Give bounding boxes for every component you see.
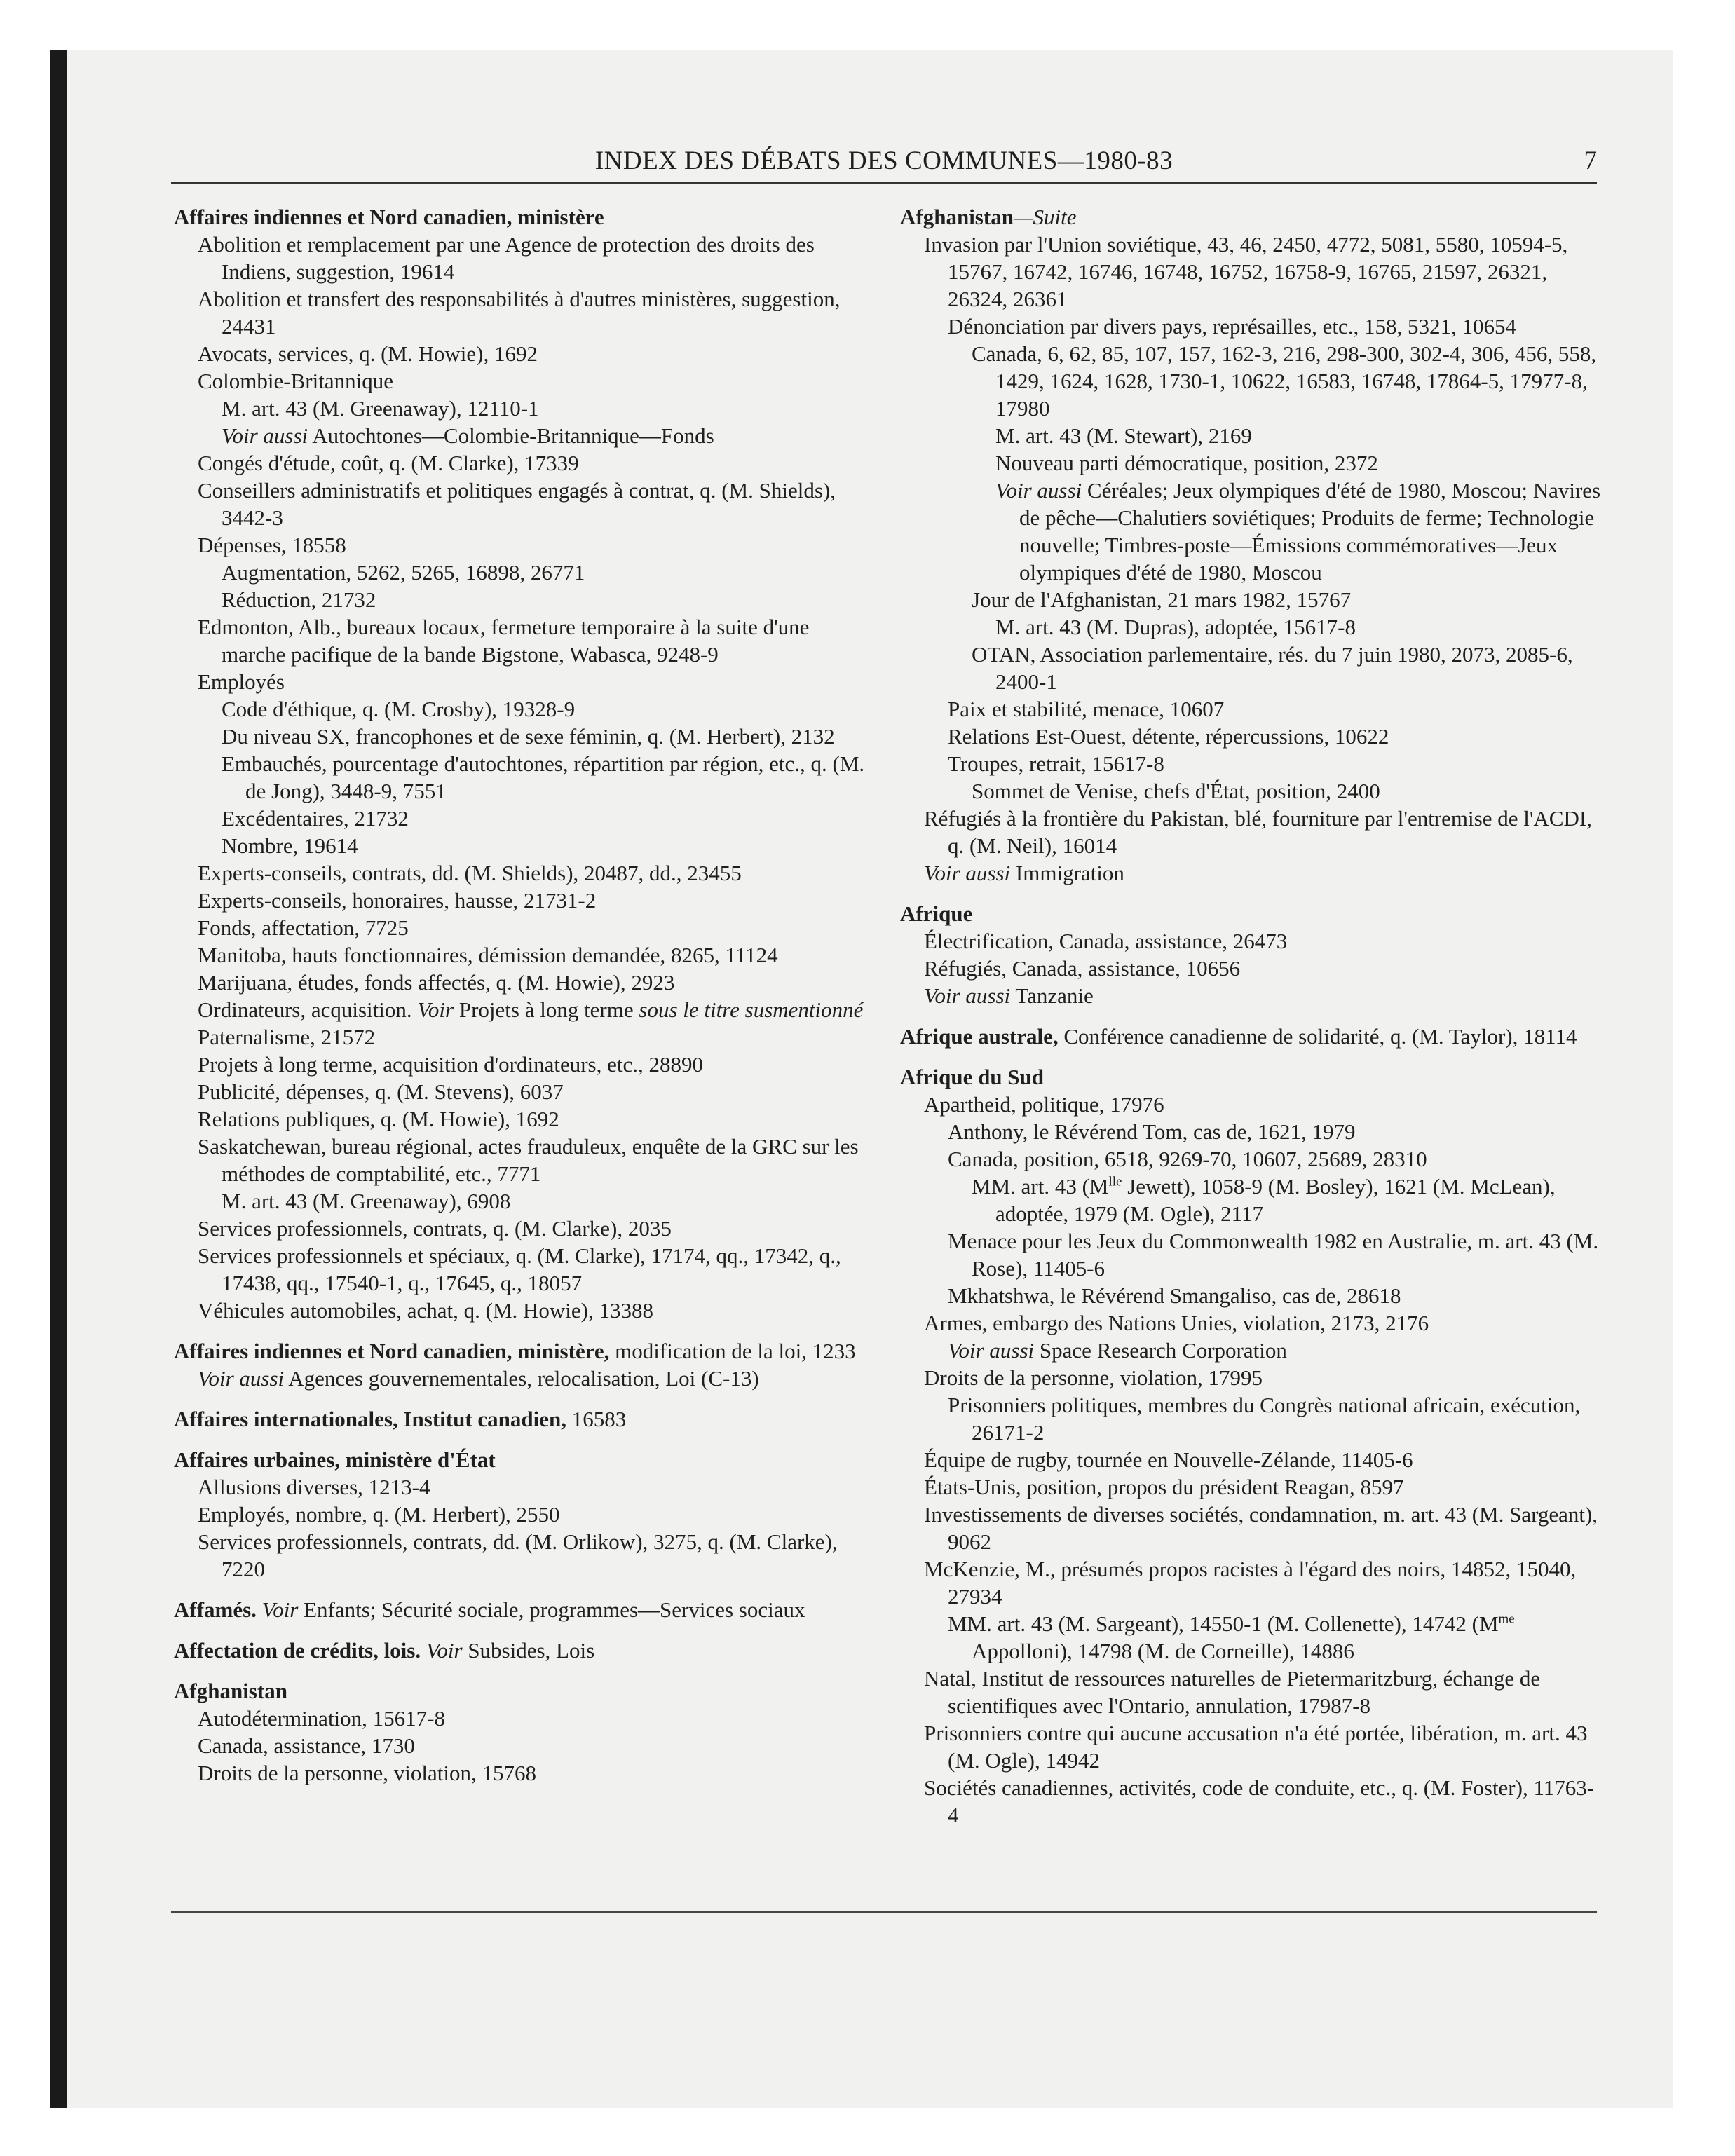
entry-text: M. art. 43 (M. Greenaway), 6908 — [222, 1189, 511, 1213]
entry-text: Canada, 6, 62, 85, 107, 157, 162-3, 216, 298-300, 302-4, 306, 456, 558, 1429, 1624, 1628, 1730-1, 10622, 16583, 16748, 17864-5, 17977-8, 17980 — [972, 341, 1597, 421]
entry-text: Dépenses, 18558 — [198, 533, 346, 557]
entry-text: Réfugiés à la frontière du Pakistan, blé, fourniture par l'entremise de l'ACDI, q. (M. Neil), 16014 — [924, 806, 1592, 858]
entry-text: Natal, Institut de ressources naturelles de Pietermaritzburg, échange de scientifiques avec l'Ontario, annulation, 17987-8 — [924, 1666, 1541, 1718]
entry-text: Projets à long terme, acquisition d'ordinateurs, etc., 28890 — [198, 1052, 704, 1077]
cross-reference: —Suite — [1013, 205, 1077, 229]
index-entry — [174, 477, 875, 531]
entry-text: Troupes, retrait, 15617-8 — [948, 751, 1164, 776]
index-entry — [900, 1501, 1601, 1555]
entry-text: Du niveau SX, francophones et de sexe féminin, q. (M. Herbert), 2132 — [222, 724, 835, 749]
entry-text: Paix et stabilité, menace, 10607 — [948, 697, 1225, 721]
index-entry — [900, 1364, 1601, 1391]
index-entry — [900, 449, 1601, 477]
entry-text: Code d'éthique, q. (M. Crosby), 19328-9 — [222, 697, 576, 721]
entry-text: Ordinateurs, acquisition. — [198, 997, 418, 1022]
entry-text: Électrification, Canada, assistance, 26473 — [924, 929, 1288, 953]
index-entry — [174, 231, 875, 285]
entry-text: Employés, nombre, q. (M. Herbert), 2550 — [198, 1502, 560, 1527]
entry-text: Services professionnels, contrats, q. (M. Clarke), 2035 — [198, 1216, 672, 1241]
index-entry — [900, 723, 1601, 750]
index-entry — [174, 613, 875, 668]
entry-text: Avocats, services, q. (M. Howie), 1692 — [198, 341, 538, 366]
index-entry — [900, 1446, 1601, 1473]
cross-reference: Voir aussi — [924, 983, 1011, 1008]
index-entry — [174, 1023, 875, 1051]
entry-text: Droits de la personne, violation, 15768 — [198, 1761, 536, 1785]
index-entry — [174, 340, 875, 367]
entry-text: Embauchés, pourcentage d'autochtones, répartition par région, etc., q. (M. de Jong), 3448-9, 7551 — [222, 751, 865, 803]
index-entry — [900, 422, 1601, 449]
cross-reference: Voir — [426, 1638, 463, 1663]
index-entry — [174, 1187, 875, 1215]
page-number: 7 — [1584, 146, 1597, 175]
entry-text: M. art. 43 (M. Stewart), 2169 — [995, 423, 1252, 448]
cross-reference: Voir — [417, 997, 454, 1022]
index-entry — [900, 777, 1601, 805]
index-entry — [900, 586, 1601, 613]
entry-text: Enfants; Sécurité sociale, programmes—Services sociaux — [298, 1597, 805, 1622]
entry-text: Véhicules automobiles, achat, q. (M. Howie), 13388 — [198, 1298, 653, 1323]
entry-text: M. art. 43 (M. Greenaway), 12110-1 — [222, 396, 539, 421]
index-entry — [900, 1282, 1601, 1309]
index-entry — [174, 586, 875, 613]
index-heading — [174, 1596, 875, 1623]
entry-text: Employés — [198, 669, 285, 694]
index-entry — [174, 941, 875, 969]
entry-text: Équipe de rugby, tournée en Nouvelle-Zélande, 11405-6 — [924, 1447, 1413, 1472]
entry-text: Mkhatshwa, le Révérend Smangaliso, cas de, 28618 — [948, 1283, 1401, 1308]
index-entry — [174, 723, 875, 750]
cross-reference: Voir aussi — [198, 1366, 285, 1391]
index-entry — [174, 1242, 875, 1297]
entry-text: me — [1498, 1611, 1515, 1627]
index-entry — [174, 1732, 875, 1759]
index-entry — [174, 1365, 875, 1392]
index-entry — [900, 805, 1601, 859]
entry-text: Publicité, dépenses, q. (M. Stevens), 6037 — [198, 1079, 564, 1104]
index-heading — [900, 1063, 1601, 1091]
entry-text: Nombre, 19614 — [222, 833, 358, 858]
entry-text: Nouveau parti démocratique, position, 2372 — [995, 451, 1378, 475]
entry-text: Experts-conseils, contrats, dd. (M. Shields), 20487, dd., 23455 — [198, 861, 742, 885]
index-entry — [900, 1391, 1601, 1446]
index-entry — [174, 914, 875, 941]
index-heading — [174, 1405, 875, 1433]
index-entry — [900, 750, 1601, 777]
cross-reference: Voir — [261, 1597, 299, 1622]
index-entry — [174, 422, 875, 449]
index-entry — [900, 1610, 1601, 1665]
entry-text: Marijuana, études, fonds affectés, q. (M. Howie), 2923 — [198, 970, 675, 995]
entry-text: Projets à long terme — [454, 997, 639, 1022]
entry-text: Immigration — [1010, 861, 1124, 885]
index-entry — [174, 1297, 875, 1324]
entry-text: Services professionnels et spéciaux, q. (M. Clarke), 17174, qq., 17342, q., 17438, qq., 17540-1, q., 17645, q., 18057 — [198, 1243, 841, 1295]
index-entry — [900, 340, 1601, 422]
index-entry — [900, 1774, 1601, 1829]
index-entry — [174, 449, 875, 477]
index-entry — [900, 1309, 1601, 1337]
entry-text: Edmonton, Alb., bureaux locaux, fermeture temporaire à la suite d'une marche pacifique de la bande Bigstone, Wabasca, 9248-9 — [198, 615, 810, 667]
heading-text: Affaires internationales, Institut canadien, — [174, 1407, 567, 1431]
entry-text: Saskatchewan, bureau régional, actes frauduleux, enquête de la GRC sur les méthodes de comptabilité, etc., 7771 — [198, 1134, 859, 1186]
entry-text: Céréales; Jeux olympiques d'été de 1980, Moscou; Navires de pêche—Chalutiers soviétiques; Produits de ferme; Technologie nouvelle; Timbres-poste—Émissions commémoratives—Jeux olympiques d'été de 1980, Moscou — [1019, 478, 1601, 585]
heading-text: Afrique — [900, 901, 973, 926]
entry-text: Fonds, affectation, 7725 — [198, 915, 409, 940]
entry-text: Conseillers administratifs et politiques engagés à contrat, q. (M. Shields), 3442-3 — [198, 478, 836, 530]
entry-text: lle — [1108, 1174, 1122, 1189]
entry-text: Relations publiques, q. (M. Howie), 1692 — [198, 1107, 559, 1131]
heading-text: Affaires indiennes et Nord canadien, ministère, — [174, 1339, 610, 1363]
index-entry — [174, 1759, 875, 1787]
entry-text: Droits de la personne, violation, 17995 — [924, 1365, 1263, 1390]
cross-reference: Voir aussi — [222, 423, 308, 448]
index-entry — [174, 1528, 875, 1583]
entry-text: Conférence canadienne de solidarité, q. (M. Taylor), 18114 — [1058, 1024, 1577, 1049]
cross-reference: Voir aussi — [948, 1338, 1035, 1363]
entry-text: Services professionnels, contrats, dd. (M. Orlikow), 3275, q. (M. Clarke), 7220 — [198, 1529, 838, 1581]
entry-text: Apartheid, politique, 17976 — [924, 1092, 1164, 1117]
index-entry — [174, 1501, 875, 1528]
entry-text: Jour de l'Afghanistan, 21 mars 1982, 15767 — [972, 587, 1352, 612]
index-entry — [174, 996, 875, 1023]
heading-text: Affectation de crédits, lois. — [174, 1638, 421, 1663]
entry-text: Sociétés canadiennes, activités, code de conduite, etc., q. (M. Foster), 11763-4 — [924, 1775, 1595, 1827]
index-entry — [174, 859, 875, 887]
entry-text: Subsides, Lois — [462, 1638, 595, 1663]
entry-text: Agences gouvernementales, relocalisation, Loi (C-13) — [284, 1366, 759, 1391]
index-entry — [174, 1051, 875, 1078]
entry-text: Congés d'étude, coût, q. (M. Clarke), 17339 — [198, 451, 579, 475]
entry-text: Investissements de diverses sociétés, condamnation, m. art. 43 (M. Sargeant), 9062 — [924, 1502, 1598, 1554]
entry-text: Manitoba, hauts fonctionnaires, démission demandée, 8265, 11124 — [198, 943, 778, 967]
entry-text: Jewett), 1058-9 (M. Bosley), 1621 (M. McLean), adoptée, 1979 (M. Ogle), 2117 — [995, 1174, 1556, 1226]
index-heading — [900, 1023, 1601, 1050]
index-heading — [174, 1637, 875, 1664]
entry-text: MM. art. 43 (M — [972, 1174, 1109, 1199]
entry-text: Colombie-Britannique — [198, 369, 393, 393]
entry-text: Experts-conseils, honoraires, hausse, 21731-2 — [198, 888, 597, 913]
entry-text: Invasion par l'Union soviétique, 43, 46, 2450, 4772, 5081, 5580, 10594-5, 15767, 16742, 16746, 16748, 16752, 16758-9, 16765, 21597, 26321, 26324, 26361 — [924, 232, 1568, 311]
entry-text: États-Unis, position, propos du président Reagan, 8597 — [924, 1475, 1404, 1499]
index-entry — [174, 559, 875, 586]
index-entry — [174, 531, 875, 559]
entry-text: Augmentation, 5262, 5265, 16898, 26771 — [222, 560, 585, 585]
entry-text: McKenzie, M., présumés propos racistes à l'égard des noirs, 14852, 15040, 27934 — [924, 1557, 1577, 1609]
entry-text: MM. art. 43 (M. Sargeant), 14550-1 (M. Collenette), 14742 (M — [948, 1611, 1499, 1636]
index-entry — [900, 231, 1601, 313]
entry-text: Excédentaires, 21732 — [222, 806, 409, 831]
heading-text: Afghanistan — [174, 1679, 287, 1703]
entry-text: OTAN, Association parlementaire, rés. du 7 juin 1980, 2073, 2085-6, 2400-1 — [972, 642, 1573, 694]
heading-text: Affaires indiennes et Nord canadien, ministère — [174, 205, 604, 229]
entry-text: Menace pour les Jeux du Commonwealth 1982 en Australie, m. art. 43 (M. Rose), 11405-6 — [948, 1229, 1599, 1281]
entry-text: Abolition et transfert des responsabilités à d'autres ministères, suggestion, 24431 — [198, 287, 841, 339]
index-entry — [900, 927, 1601, 955]
index-heading — [900, 203, 1601, 231]
index-entry — [900, 1719, 1601, 1774]
index-heading — [174, 1337, 875, 1365]
index-entry — [900, 313, 1601, 340]
index-entry — [900, 1337, 1601, 1364]
entry-text: Autochtones—Colombie-Britannique—Fonds — [308, 423, 714, 448]
index-entry — [900, 695, 1601, 723]
entry-text: Abolition et remplacement par une Agence de protection des droits des Indiens, suggestion, 19614 — [198, 232, 815, 284]
entry-text: Prisonniers politiques, membres du Congrès national africain, exécution, 26171-2 — [948, 1393, 1581, 1445]
index-entry — [900, 955, 1601, 982]
index-heading — [174, 203, 875, 231]
bottom-rule — [171, 1911, 1597, 1913]
running-head — [171, 144, 1597, 184]
index-entry — [174, 1105, 875, 1133]
index-entry — [174, 832, 875, 859]
index-entry — [174, 1078, 875, 1105]
entry-text: Canada, assistance, 1730 — [198, 1733, 415, 1758]
scan-edge — [50, 50, 67, 2108]
index-entry — [174, 969, 875, 996]
index-entry — [174, 367, 875, 395]
heading-text: Afrique australe, — [900, 1024, 1059, 1049]
heading-text: Affamés. — [174, 1597, 257, 1622]
page-title: INDEX DES DÉBATS DES COMMUNES—1980-83 — [594, 146, 1173, 175]
index-entry — [174, 750, 875, 805]
index-entry — [174, 285, 875, 340]
cross-reference: Voir aussi — [924, 861, 1011, 885]
index-entry — [174, 1133, 875, 1187]
index-entry — [900, 641, 1601, 695]
index-entry — [900, 1555, 1601, 1610]
entry-text: Armes, embargo des Nations Unies, violation, 2173, 2176 — [924, 1311, 1429, 1335]
entry-text: Space Research Corporation — [1034, 1338, 1287, 1363]
entry-text: Prisonniers contre qui aucune accusation n'a été portée, libération, m. art. 43 (M. Ogle), 14942 — [924, 1721, 1588, 1773]
index-entry — [900, 859, 1601, 887]
heading-text: Affaires urbaines, ministère d'État — [174, 1447, 496, 1472]
index-entry — [174, 1705, 875, 1732]
index-entry — [900, 1091, 1601, 1118]
index-entry — [174, 695, 875, 723]
index-entry — [900, 1227, 1601, 1282]
index-column-left — [174, 203, 875, 1787]
cross-reference: sous le titre susmentionné — [639, 997, 864, 1022]
entry-text — [257, 1597, 262, 1622]
entry-text: Canada, position, 6518, 9269-70, 10607, 25689, 28310 — [948, 1147, 1427, 1171]
cross-reference: Voir aussi — [995, 478, 1082, 503]
index-entry — [900, 1665, 1601, 1719]
index-column-right — [900, 203, 1601, 1829]
index-entry — [174, 1215, 875, 1242]
entry-text: Allusions diverses, 1213-4 — [198, 1475, 430, 1499]
index-heading — [900, 900, 1601, 927]
heading-text: Afrique du Sud — [900, 1065, 1045, 1089]
index-heading — [174, 1677, 875, 1705]
entry-text: Autodétermination, 15617-8 — [198, 1706, 445, 1731]
index-entry — [900, 1473, 1601, 1501]
entry-text: Relations Est-Ouest, détente, répercussions, 10622 — [948, 724, 1389, 749]
heading-text: Afghanistan — [900, 205, 1014, 229]
entry-text: modification de la loi, 1233 — [609, 1339, 856, 1363]
entry-text: Sommet de Venise, chefs d'État, position, 2400 — [972, 779, 1380, 803]
entry-text: Réfugiés, Canada, assistance, 10656 — [924, 956, 1241, 981]
entry-text: 16583 — [566, 1407, 627, 1431]
index-entry — [174, 887, 875, 914]
index-entry — [900, 1173, 1601, 1227]
index-entry — [174, 1473, 875, 1501]
index-entry — [174, 805, 875, 832]
entry-text: Dénonciation par divers pays, représailles, etc., 158, 5321, 10654 — [948, 314, 1516, 339]
entry-text: Tanzanie — [1010, 983, 1094, 1008]
entry-text: Paternalisme, 21572 — [198, 1025, 376, 1049]
index-entry — [900, 982, 1601, 1009]
entry-text: Appolloni), 14798 (M. de Corneille), 14886 — [972, 1639, 1354, 1663]
entry-text: Anthony, le Révérend Tom, cas de, 1621, 1979 — [948, 1119, 1356, 1144]
entry-text: M. art. 43 (M. Dupras), adoptée, 15617-8 — [995, 615, 1356, 639]
index-entry — [900, 1118, 1601, 1145]
index-entry — [174, 668, 875, 695]
index-entry — [174, 395, 875, 422]
entry-text: Réduction, 21732 — [222, 587, 376, 612]
entry-text — [421, 1638, 426, 1663]
index-heading — [174, 1446, 875, 1473]
index-entry — [900, 613, 1601, 641]
index-entry — [900, 1145, 1601, 1173]
index-entry — [900, 477, 1601, 586]
